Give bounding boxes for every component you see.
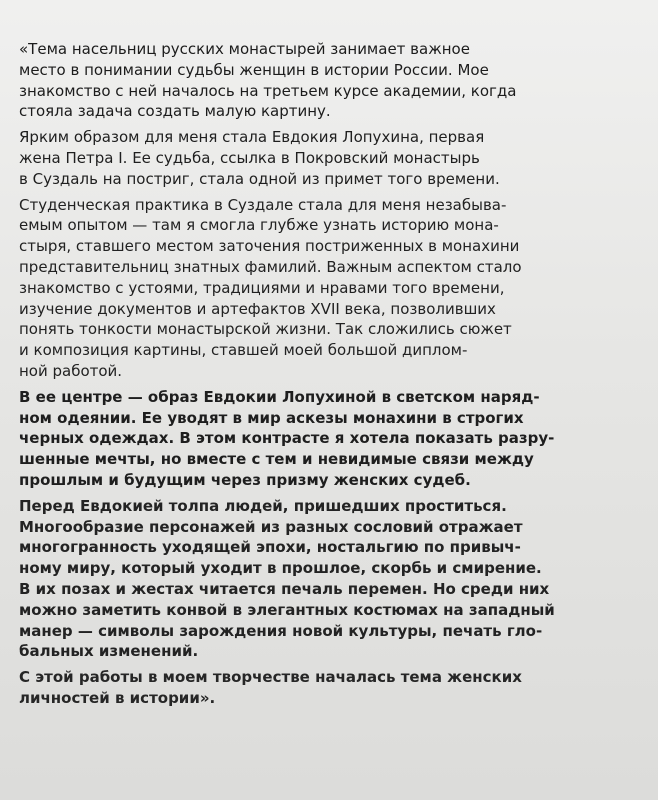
text-line: Перед Евдокией толпа людей, пришедших проститься. (19, 496, 507, 515)
text-line: представительниц знатных фамилий. Важным аспектом стало (19, 257, 522, 276)
text-line: «Тема насельниц русских монастырей занимает важное (19, 40, 470, 58)
text-line: личностей в истории». (19, 688, 216, 707)
paragraph-closing (19, 667, 658, 709)
placard-text (19, 39, 658, 714)
text-line: можно заметить конвой в элегантных костюмах на западный (19, 600, 555, 619)
paragraph-intro (19, 39, 658, 122)
text-line: В ее центре — образ Евдокии Лопухиной в светском наряд- (19, 387, 540, 406)
text-line: ному миру, который уходит в прошлое, скорбь и смирение. (19, 559, 542, 578)
paragraph-composition-center (19, 387, 658, 491)
paragraph-practice (19, 195, 658, 382)
text-line: многогранность уходящей эпохи, ностальгию по привыч- (19, 538, 521, 557)
text-line: место в понимании судьбы женщин в истории России. Мое (19, 60, 489, 79)
text-line: знакомство с устоями, традициями и нравами того времени, (19, 278, 505, 297)
text-line: Многообразие персонажей из разных сословий отражает (19, 517, 523, 536)
text-line: ной работой. (19, 361, 123, 380)
text-line: знакомство с ней началось на третьем курсе академии, когда (19, 81, 517, 100)
text-line: в Суздаль на постриг, стала одной из примет того времени. (19, 169, 500, 188)
text-line: жена Петра I. Ее судьба, ссылка в Покровский монастырь (19, 148, 480, 167)
text-line: понять тонкости монастырской жизни. Так сложились сюжет (19, 320, 512, 339)
text-line: емым опытом — там я смогла глубже узнать историю мона- (19, 216, 499, 235)
text-line: Студенческая практика в Суздале стала для меня незабыва- (19, 195, 507, 214)
text-line: манер — символы зарождения новой культуры, печать гло- (19, 621, 543, 640)
text-line: изучение документов и артефактов XVII века, позволивших (19, 299, 496, 318)
text-line: и композиция картины, ставшей моей большой диплом- (19, 341, 468, 360)
text-line: С этой работы в моем творчестве началась тема женских (19, 668, 522, 687)
text-line: стыря, ставшего местом заточения постриженных в монахини (19, 237, 520, 256)
paragraph-crowd (19, 496, 658, 662)
text-line: прошлым и будущим через призму женских судеб. (19, 470, 471, 489)
text-line: В их позах и жестах читается печаль перемен. Но среди них (19, 579, 550, 598)
text-line: Ярким образом для меня стала Евдокия Лопухина, первая (19, 128, 485, 147)
text-line: ном одеянии. Ее уводят в мир аскезы монахини в строгих (19, 408, 524, 427)
text-line: черных одеждах. В этом контрасте я хотела показать разру- (19, 429, 555, 448)
text-line: бальных изменений. (19, 642, 199, 661)
text-line: стояла задача создать малую картину. (19, 102, 331, 121)
paragraph-lopukhina (19, 127, 658, 189)
text-line: шенные мечты, но вместе с тем и невидимые связи между (19, 450, 534, 469)
